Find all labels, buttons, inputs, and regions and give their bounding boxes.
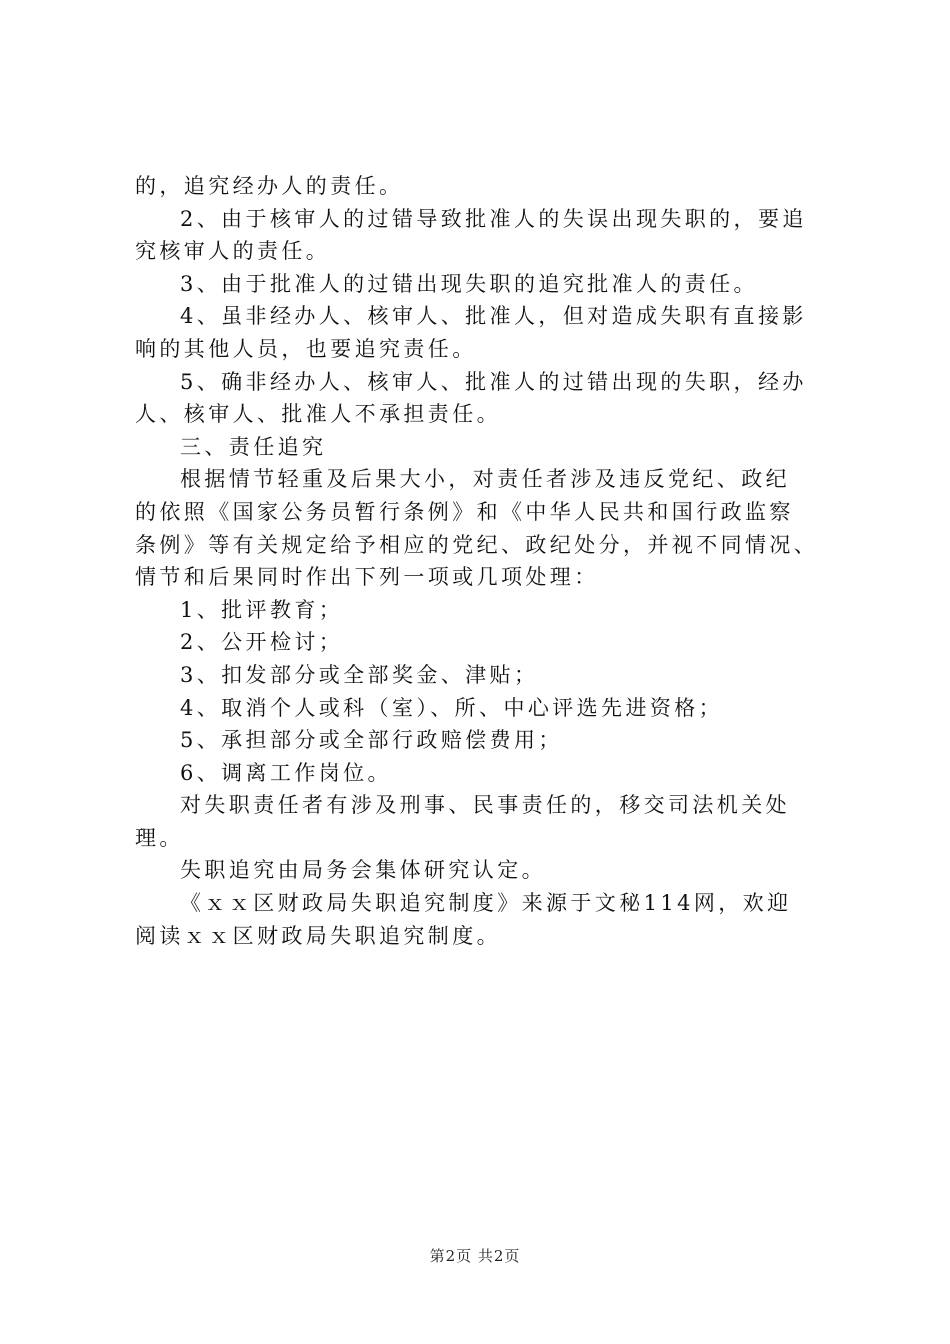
text-line: 响的其他人员，也要追究责任。 xyxy=(135,336,477,361)
list-item: 2、公开检讨； xyxy=(180,630,344,655)
text-line: 5、确非经办人、核审人、批准人的过错出现的失职，经办 xyxy=(180,369,807,394)
text-line: 条例》等有关规定给予相应的党纪、政纪处分，并视不同情况、 xyxy=(135,532,819,557)
text-line: 的，追究经办人的责任。 xyxy=(135,174,404,198)
section-heading: 三、责任追究 xyxy=(180,434,327,459)
text-line: 3、由于批准人的过错出现失职的追究批准人的责任。 xyxy=(180,271,758,296)
text-line: 的依照《国家公务员暂行条例》和《中华人民共和国行政监察 xyxy=(135,499,794,524)
list-item: 4、取消个人或科（室）、所、中心评选先进资格； xyxy=(180,695,724,720)
text-line: 人、核审人、批准人不承担责任。 xyxy=(135,402,501,427)
text-line: 2、由于核审人的过错导致批准人的失误出现失职的，要追 xyxy=(180,206,807,231)
text-line: 情节和后果同时作出下列一项或几项处理： xyxy=(135,565,599,590)
list-item: 5、承担部分或全部行政赔偿费用； xyxy=(180,728,563,753)
list-item: 6、调离工作岗位。 xyxy=(180,760,392,785)
text-line: 阅读ｘｘ区财政局失职追究制度。 xyxy=(135,923,501,948)
document-body xyxy=(135,170,855,952)
text-line: 失职追究由局务会集体研究认定。 xyxy=(180,858,546,883)
page-footer xyxy=(0,1245,950,1266)
list-item: 3、扣发部分或全部奖金、津贴； xyxy=(180,662,539,687)
text-line: 究核审人的责任。 xyxy=(135,239,331,264)
text-line: 理。 xyxy=(135,825,184,850)
text-line: 根据情节轻重及后果大小，对责任者涉及违反党纪、政纪 xyxy=(180,467,790,492)
text-line: 对失职责任者有涉及刑事、民事责任的，移交司法机关处 xyxy=(180,793,790,818)
list-item: 1、批评教育； xyxy=(180,597,344,622)
text-line: 4、虽非经办人、核审人、批准人，但对造成失职有直接影 xyxy=(180,304,807,329)
page-number: 第2页 共2页 xyxy=(429,1247,521,1265)
text-line: 《ｘｘ区财政局失职追究制度》来源于文秘114网，欢迎 xyxy=(180,891,792,916)
